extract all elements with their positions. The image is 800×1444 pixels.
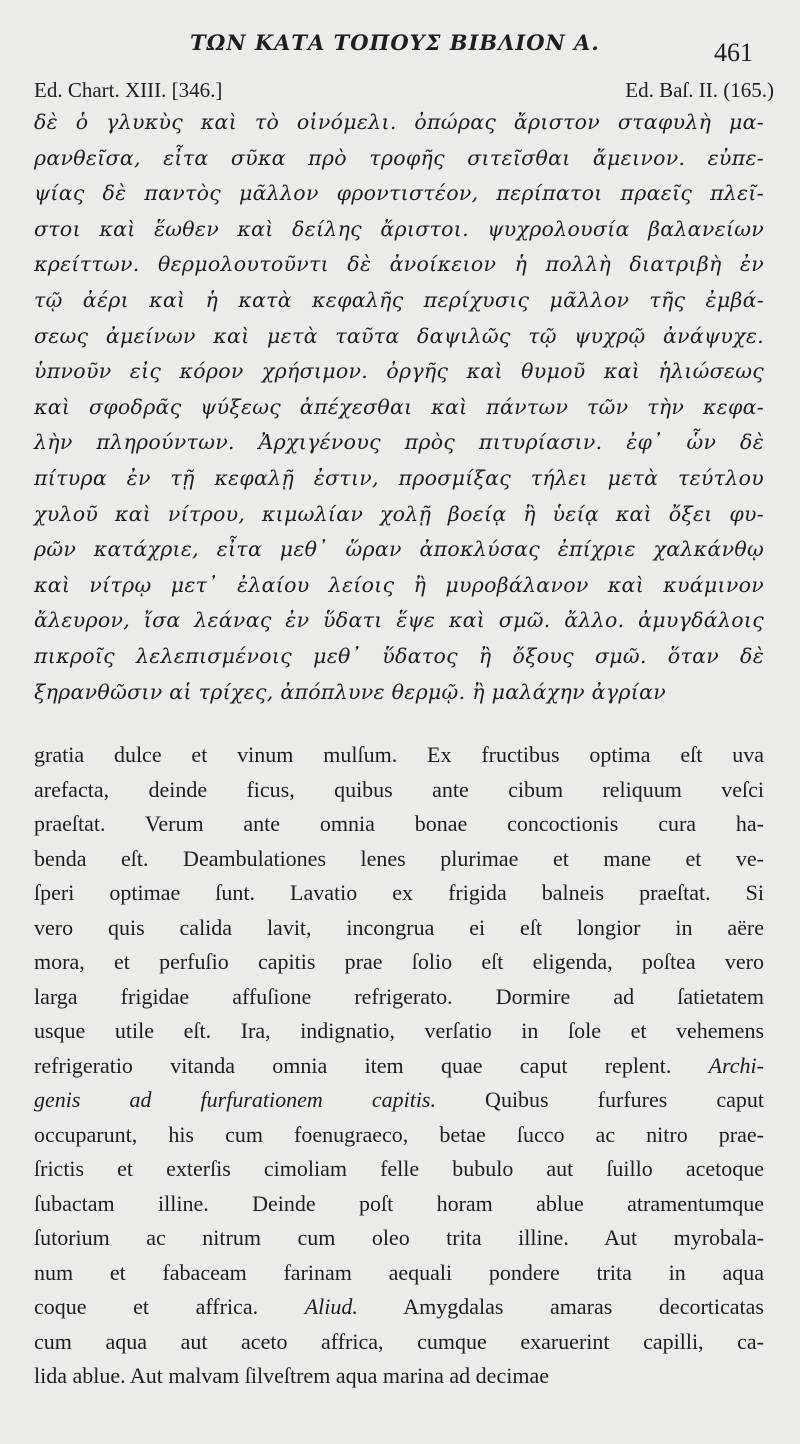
greek-text-line: δὲ ὁ γλυκὺς καὶ τὸ οἰνόμελι. ὀπώρας ἄριστον σταφυλὴ μα- xyxy=(34,110,764,134)
edition-reference-left: Ed. Chart. XIII. [346.] xyxy=(34,78,223,102)
page-number: 461 xyxy=(714,38,753,67)
latin-text-line xyxy=(34,1260,764,1286)
greek-text-line: χυλοῦ καὶ νίτρου, κιμωλίαν χολῇ βοείᾳ ἢ ὑείᾳ καὶ ὄξει φυ- xyxy=(34,501,764,526)
latin-text-segment: Amygdalas amaras decorticatas xyxy=(357,1294,764,1319)
italic-rubric: genis ad furfurationem capitis. xyxy=(34,1087,436,1112)
latin-text-segment: num et fabaceam farinam aequali pondere trita in aqua xyxy=(34,1259,764,1285)
latin-text-line xyxy=(34,1156,764,1182)
greek-text-line: σεως ἀμείνων καὶ μετὰ ταῦτα δαψιλῶς τῷ ψυχρῷ ἀνάψυχε. xyxy=(34,323,764,348)
latin-text-segment: Quibus furfures caput xyxy=(436,1087,764,1112)
latin-text-segment: ſubactam illine. Deinde poſt horam ablue atramentumque xyxy=(34,1190,764,1216)
latin-text-line xyxy=(34,1225,764,1251)
latin-text-segment: ſperi optimae ſunt. Lavatio ex frigida balneis praeſtat. Si xyxy=(34,880,764,905)
latin-text-segment: cum aqua aut aceto affrica, cumque exaruerint capilli, ca- xyxy=(34,1328,764,1354)
latin-text-line xyxy=(34,880,764,906)
greek-text-line: κρείττων. θερμολουτοῦντι δὲ ἀνοίκειον ἡ πολλὴ διατριβὴ ἐν xyxy=(34,252,764,277)
latin-text-line xyxy=(34,915,764,941)
greek-text-line: στοι καὶ ἕωθεν καὶ δείλης ἄριστοι. ψυχρολουσία βαλανείων xyxy=(34,216,764,241)
greek-text-line: ρῶν κατάχριε, εἶτα μεθ᾽ ὥραν ἀποκλύσας ἐπίχριε χαλκάνθῳ xyxy=(34,537,764,562)
latin-text-segment: usque utile eſt. Ira, indignatio, verſatio in ſole et vehemens xyxy=(34,1018,764,1043)
latin-text-line xyxy=(34,1018,764,1044)
latin-text-line xyxy=(34,1363,764,1389)
latin-text-line xyxy=(34,846,764,872)
latin-text-segment: larga frigidae affuſione refrigerato. Dormire ad ſatietatem xyxy=(34,983,764,1009)
latin-text-line xyxy=(34,811,764,837)
latin-text-segment: vero quis calida lavit, incongrua ei eſt longior in aëre xyxy=(34,914,764,940)
latin-text-line xyxy=(34,1329,764,1355)
latin-text-line xyxy=(34,1053,764,1079)
latin-text-segment: mora, et perfuſio capitis prae ſolio eſt eligenda, poſtea vero xyxy=(34,949,764,974)
greek-text-line: πικροῖς λελεπισμένοις μεθ᾽ ὕδατος ἢ ὄξους σμῶ. ὅταν δὲ xyxy=(34,644,764,668)
latin-text-line xyxy=(34,1294,764,1320)
latin-text-segment: praeſtat. Verum ante omnia bonae concoctionis cura ha- xyxy=(34,811,764,836)
latin-text-segment: benda eſt. Deambulationes lenes plurimae et mane et ve- xyxy=(34,845,764,871)
greek-text-line: ὑπνοῦν εἰς κόρον χρήσιμον. ὀργῆς καὶ θυμοῦ καὶ ἡλιώσεως xyxy=(34,359,764,384)
latin-text-line xyxy=(34,777,764,803)
italic-rubric: Archi- xyxy=(708,1052,764,1078)
greek-text-line: ξηρανθῶσιν αἱ τρίχες, ἀπόπλυνε θερμῷ. ἢ μαλάχην ἀγρίαν xyxy=(34,679,666,704)
latin-text-segment: coque et affrica. xyxy=(34,1294,305,1319)
running-title: ΤΩΝ ΚΑΤΑ ΤΟΠΟΥΣ ΒΙΒΛΙΟΝ Α. xyxy=(190,30,600,55)
latin-text-line xyxy=(34,1122,764,1148)
greek-text-line: ψίας δὲ παντὸς μᾶλλον φροντιστέον, περίπατοι πραεῖς πλεῖ- xyxy=(34,181,764,206)
greek-text-line: καὶ σφοδρᾶς ψύξεως ἀπέχεσθαι καὶ πάντων τῶν τὴν κεφα- xyxy=(34,394,764,419)
latin-text-segment: ſutorium ac nitrum cum oleo trita illine. Aut myrobala- xyxy=(34,1225,764,1250)
italic-rubric: Aliud. xyxy=(304,1294,358,1319)
latin-text-segment: gratia dulce et vinum mulſum. Ex fructibus optima eſt uva xyxy=(34,742,764,767)
latin-text-segment: lida ablue. Aut malvam ſilveſtrem aqua marina ad decimae xyxy=(34,1363,549,1388)
latin-text-line xyxy=(34,1087,764,1113)
latin-text-line xyxy=(34,984,764,1010)
latin-text-segment: ſrictis et exterſis cimoliam felle bubulo aut ſuillo acetoque xyxy=(34,1156,764,1181)
latin-text-line xyxy=(34,949,764,975)
edition-reference-right: Ed. Baſ. II. (165.) xyxy=(625,78,774,102)
latin-text-segment: refrigeratio vitanda omnia item quae caput replent. xyxy=(34,1052,709,1078)
greek-text-line: ρανθεῖσα, εἶτα σῦκα πρὸ τροφῆς σιτεῖσθαι ἄμεινον. εὐπε- xyxy=(34,145,764,170)
greek-text-line: τῷ ἀέρι καὶ ἡ κατὰ κεφαλῆς περίχυσις μᾶλλον τῆς ἐμβά- xyxy=(34,288,764,312)
greek-text-line: ἄλευρον, ἴσα λεάνας ἐν ὕδατι ἕψε καὶ σμῶ. ἄλλο. ἀμυγδάλοις xyxy=(34,608,764,633)
latin-text-segment: occuparunt, his cum foenugraeco, betae ſucco ac nitro prae- xyxy=(34,1121,764,1147)
greek-text-line: πίτυρα ἐν τῇ κεφαλῇ ἐστιν, προσμίξας τήλει μετὰ τεύτλου xyxy=(34,466,764,490)
latin-text-line xyxy=(34,1191,764,1217)
latin-text-segment: arefacta, deinde ficus, quibus ante cibum reliquum veſci xyxy=(34,776,764,802)
greek-text-line: καὶ νίτρῳ μετ᾽ ἐλαίου λείοις ἢ μυροβάλανον καὶ κυάμινον xyxy=(34,572,764,597)
latin-text-line xyxy=(34,742,764,768)
greek-text-line: λὴν πληρούντων. Ἀρχιγένους πρὸς πιτυρίασιν. ἐφ᾽ ὧν δὲ xyxy=(34,430,764,455)
